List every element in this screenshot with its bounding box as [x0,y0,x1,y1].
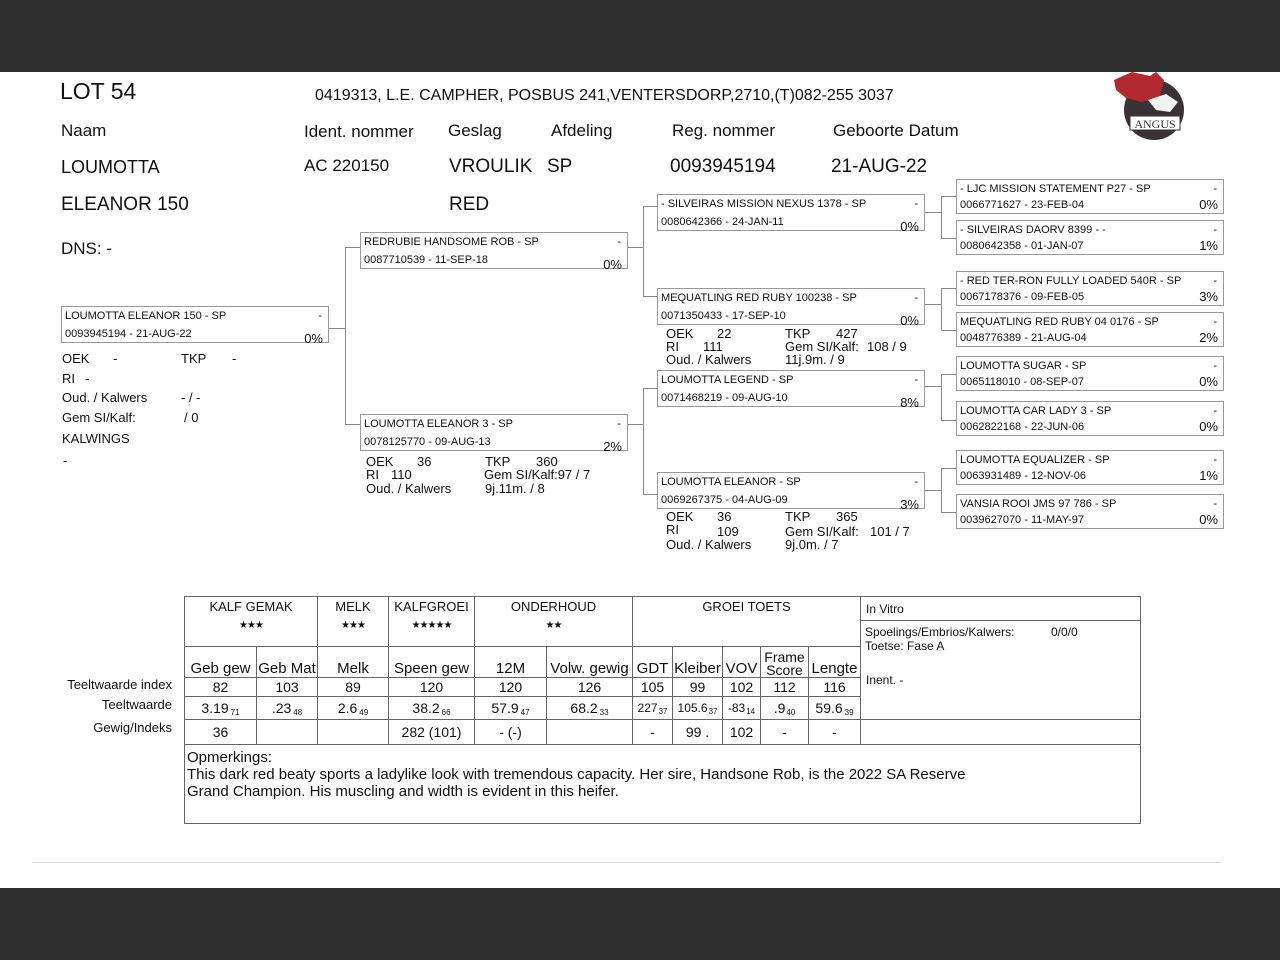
opmerkings-box [185,745,1141,824]
gewig-cell: - [809,720,861,745]
connector-line [941,288,956,289]
pedigree-pct: 1% [1199,468,1218,483]
group-onderhoud [475,597,633,647]
pedigree-dash: - [318,310,322,322]
lot-page [0,72,1280,888]
pedigree-name: LOUMOTTA EQUALIZER - SP [960,454,1110,466]
side-panel [861,597,1141,720]
pedigree-pct: 0% [1199,419,1218,434]
ebv-value: .23 [271,699,292,716]
ebv-accuracy: 14 [746,706,756,716]
pedigree-sire-sire-box [657,194,925,234]
group-melk [318,597,389,647]
pedigree-dash: - [914,198,918,210]
ebv-value: 38.2 [412,699,440,716]
self-ri-value: - [85,371,90,386]
gewig-cell: 102 [723,720,761,745]
connector-line [941,374,956,375]
ebv-value: 59.6 [815,699,843,716]
connector-line [941,196,942,238]
ebv-accuracy: 33 [599,707,609,717]
page-divider [32,862,1222,863]
pedigree-reg: 0080642358 - 01-JAN-07 [960,240,1084,252]
pedigree-g3-box [956,220,1224,255]
sd-ri-value: 111 [703,339,723,354]
index-cell: 120 [389,678,475,697]
angus-logo [1112,72,1194,144]
dam-oud-value: 9j.11m. / 8 [485,481,545,496]
connector-line [643,388,644,494]
sd-oud-label: Oud. / Kalwers [666,352,752,367]
ebv-accuracy: 37 [658,706,668,716]
index-cell: 112 [761,678,809,697]
col-kleiber: Kleiber [673,647,723,678]
pedigree-name: REDRUBIE HANDSOME ROB - SP [364,236,539,248]
pedigree-dam-dam-box [657,472,925,512]
sd-oud-value: 11j.9m. / 9 [785,352,845,367]
pedigree-dash: - [914,292,918,304]
animal-reg: 0093945194 [670,156,776,177]
teeltwaarde-cell [761,697,809,720]
header-afdeling: Afdeling [551,121,613,140]
teeltwaarde-cell [318,697,389,720]
pedigree-reg: 0062822168 - 22-JUN-06 [960,421,1085,433]
self-tkp-label: TKP [181,351,207,366]
connector-line [925,212,941,213]
col-speen-gew: Speen gew [389,647,475,678]
pedigree-reg: 0080642366 - 24-JAN-11 [661,216,784,228]
connector-line [941,512,956,513]
teeltwaarde-cell [475,697,547,720]
pedigree-pct: 1% [1199,238,1218,253]
dam-ri-value: 110 [391,467,412,482]
pedigree-name: - RED TER-RON FULLY LOADED 540R - SP [960,275,1182,287]
connector-line [643,206,657,207]
col-frame-score: Frame Score [761,647,809,678]
animal-geslag: VROULIK [449,156,533,177]
group-kalfgroei [389,597,475,647]
self-oek-value: - [113,351,118,366]
sd-gem-label: Gem SI/Kalf: [785,339,859,354]
owner-details: 0419313, L.E. CAMPHER, POSBUS 241,VENTERSDORP,2710,(T)082-255 3037 [315,87,894,104]
header-naam: Naam [61,121,107,140]
teeltwaarde-cell [389,697,475,720]
pedigree-g3-box [956,271,1224,306]
pedigree-self-box [61,306,329,346]
connector-line [925,386,941,387]
pedigree-pct: 0% [900,313,919,328]
pedigree-name: LOUMOTTA SUGAR - SP [960,360,1087,372]
pedigree-name: LOUMOTTA ELEANOR 3 - SP [364,418,513,430]
pedigree-name: VANSIA ROOI JMS 97 786 - SP [960,498,1117,510]
pedigree-sire-dam-box [657,288,925,328]
connector-line [345,247,346,424]
gewig-cell: 36 [185,720,257,745]
pedigree-dash: - [617,418,621,430]
pedigree-dash: - [1213,454,1217,466]
animal-dob: 21-AUG-22 [831,156,928,177]
pedigree-sire-box [360,232,628,272]
animal-ident: AC 220150 [304,156,390,175]
ebv-accuracy: 40 [786,707,796,717]
pedigree-name: LOUMOTTA ELEANOR 150 - SP [65,310,227,322]
pedigree-dash: - [1213,316,1217,328]
connector-line [643,494,657,495]
opmerkings-line: This dark red beaty sports a ladylike look with tremendous capacity. Her sire, Handsone Rob, is the 2022 SA Reserve [187,766,966,783]
pedigree-reg: 0048776389 - 21-AUG-04 [960,332,1087,344]
dd-ri-label: RI [666,522,679,537]
index-cell: 116 [809,678,861,697]
connector-line [329,328,345,329]
group-label: MELK [335,599,371,614]
pedigree-pct: 8% [900,395,919,410]
gewig-cell: - [633,720,673,745]
connector-line [628,424,643,425]
sd-oek-value: 22 [717,326,732,341]
lot-number: LOT 54 [60,78,137,104]
pedigree-pct: 0% [1199,197,1218,212]
dam-ri-label: RI [366,467,379,482]
pedigree-pct: 2% [603,439,622,454]
sd-ri-label: RI [666,339,679,354]
dd-tkp-label: TKP [785,509,811,524]
side-panel-bottom [861,720,1141,745]
row-label-gewig: Gewig/Indeks [93,720,172,735]
teeltwaarde-cell [633,697,673,720]
teeltwaarde-cell [257,697,318,720]
teeltwaarde-cell [547,697,633,720]
self-oud-label: Oud. / Kalwers [62,390,148,405]
pedigree-reg: 0087710539 - 11-SEP-18 [364,254,488,266]
pedigree-reg: 0093945194 - 21-AUG-22 [65,328,192,340]
ebv-value: 2.6 [337,699,358,716]
rating-stars: ★★ [545,620,562,631]
group-groei-toets [633,597,861,647]
dam-gem: Gem SI/Kalf:97 / 7 [484,467,591,482]
ebv-value: 227 [637,700,658,715]
pedigree-dash: - [914,476,918,488]
sd-oek-label: OEK [666,326,694,341]
pedigree-dash: - [617,236,621,248]
pedigree-g3-box [956,179,1224,214]
gewig-cell: - [761,720,809,745]
sd-tkp-value: 427 [836,326,858,341]
connector-line [941,238,956,239]
pedigree-name: LOUMOTTA CAR LADY 3 - SP [960,405,1112,417]
pedigree-name: LOUMOTTA ELEANOR - SP [661,476,801,488]
pedigree-dash: - [1213,405,1217,417]
dd-oek-label: OEK [666,509,694,524]
row-label-index: Teeltwaarde index [67,677,172,692]
pedigree-g3-box [956,494,1224,529]
animal-name-line2: ELEANOR 150 [61,194,189,215]
self-oek-label: OEK [62,351,90,366]
ebv-accuracy: 39 [844,707,854,717]
connector-line [941,468,942,512]
pedigree-reg: 0039627070 - 11-MAY-97 [960,514,1084,526]
pedigree-dash: - [914,374,918,386]
header-reg: Reg. nommer [672,121,775,140]
connector-line [643,206,644,296]
ebv-value: .9 [773,699,786,716]
ebv-accuracy: 47 [520,707,530,717]
pedigree-reg: 0065118010 - 08-SEP-07 [960,376,1084,388]
pedigree-pct: 0% [900,219,919,234]
connector-line [925,304,941,305]
group-label: GROEI TOETS [702,599,791,614]
animal-dns: DNS: - [61,239,112,258]
in-vitro-label: In Vitro [861,597,1140,621]
group-label: KALFGROEI [394,599,469,614]
self-tkp-value: - [232,351,237,366]
dd-oek-value: 36 [717,509,732,524]
index-cell: 99 [673,678,723,697]
opmerkings-label: Opmerkings: [187,749,273,766]
row-label-teeltwaarde: Teeltwaarde [101,697,172,712]
self-gem-label: Gem SI/Kalf: [62,410,136,425]
sd-tkp-label: TKP [785,326,811,341]
self-kalwings-label: KALWINGS [62,431,130,446]
col-volw-gewig: Volw. gewig [547,647,633,678]
dam-tkp-label: TKP [485,454,511,469]
index-cell: 89 [318,678,389,697]
dd-gem-value: 101 / 7 [870,524,910,539]
gewig-cell [318,720,389,745]
self-ri-label: RI [62,371,75,386]
dd-gem-label: Gem SI/Kalf: [785,524,859,539]
connector-line [345,424,360,425]
pedigree-g3-box [956,356,1224,391]
breeding-values-table [184,596,1141,824]
header-ident: Ident. nommer [304,122,414,141]
pedigree-g3-box [956,312,1224,347]
connector-line [925,490,941,491]
pedigree-pct: 0% [304,331,323,346]
inent-label: Inent. - [866,673,904,687]
gewig-cell: - (-) [475,720,547,745]
connector-line [628,247,643,248]
pedigree-dash: - [1213,224,1217,236]
pedigree-pct: 0% [603,257,622,272]
pedigree-name: LOUMOTTA LEGEND - SP [661,374,794,386]
pedigree-reg: 0078125770 - 09-AUG-13 [364,436,491,448]
pedigree-name: - SILVEIRAS MISSION NEXUS 1378 - SP [661,198,867,210]
animal-colour: RED [449,194,490,215]
connector-line [941,420,956,421]
pedigree-reg: 0069267375 - 04-AUG-09 [661,494,788,506]
top-frame-bar [0,0,1280,72]
index-cell: 103 [257,678,318,697]
animal-name-line1: LOUMOTTA [61,157,160,177]
connector-line [941,196,956,197]
dd-tkp-value: 365 [836,509,858,524]
toetse-label: Toetse: Fase A [865,639,945,653]
dam-oek-value: 36 [417,454,432,469]
pedigree-pct: 2% [1199,330,1218,345]
pedigree-dash: - [1213,183,1217,195]
bottom-frame-bar [0,888,1280,960]
dd-oud-label: Oud. / Kalwers [666,537,752,552]
self-gem-value: / 0 [184,410,199,425]
col-vov: VOV [723,647,761,678]
self-oud-value: - / - [181,390,201,405]
ebv-value: -83 [727,700,746,715]
pedigree-reg: 0066771627 - 23-FEB-04 [960,199,1085,211]
pedigree-dash: - [1213,275,1217,287]
pedigree-pct: 3% [1199,289,1218,304]
col-12m: 12M [475,647,547,678]
dd-oud-value: 9j.0m. / 7 [785,537,839,552]
connector-line [941,374,942,420]
logo-text: ANGUS [1134,117,1176,131]
pedigree-pct: 3% [900,497,919,512]
col-lengte: Lengte [809,647,861,678]
col-geb-mat: Geb Mat [257,647,318,678]
index-cell: 126 [547,678,633,697]
ebv-accuracy: 71 [230,707,240,717]
pedigree-dam-sire-box [657,370,925,410]
connector-line [941,288,942,330]
ebv-value: 3.19 [201,699,229,716]
teeltwaarde-cell [185,697,257,720]
pedigree-dash: - [1213,360,1217,372]
teeltwaarde-cell [809,697,861,720]
dam-tkp-value: 360 [536,454,558,469]
pedigree-reg: 0063931489 - 12-NOV-06 [960,470,1086,482]
pedigree-g3-box [956,401,1224,436]
ebv-value: 57.9 [491,699,519,716]
teeltwaarde-cell [673,697,723,720]
connector-line [643,388,657,389]
self-kalwings-value: - [63,453,68,468]
ebv-accuracy: 48 [293,707,303,717]
pedigree-pct: 0% [1199,512,1218,527]
pedigree-dam-box [360,414,628,454]
group-label: ONDERHOUD [510,599,597,614]
connector-line [941,330,956,331]
index-cell: 82 [185,678,257,697]
gewig-cell: 282 (101) [389,720,475,745]
pedigree-name: MEQUATLING RED RUBY 04 0176 - SP [960,316,1159,328]
gewig-cell [257,720,318,745]
dam-oud-label: Oud. / Kalwers [366,481,452,496]
index-cell: 105 [633,678,673,697]
ebv-value: 68.2 [570,699,598,716]
pedigree-name: MEQUATLING RED RUBY 100238 - SP [661,292,857,304]
dd-ri-value: 109 [717,524,739,539]
pedigree-g3-box [956,450,1224,485]
pedigree-reg: 0067178376 - 09-FEB-05 [960,291,1085,303]
header-geslag: Geslag [448,121,502,140]
opmerkings-line: Grand Champion. His muscling and width is evident in this heifer. [187,783,619,800]
spoelings-value: 0/0/0 [1051,625,1078,639]
gewig-cell [547,720,633,745]
index-cell: 102 [723,678,761,697]
group-kalf-gemak [185,597,318,647]
dam-oek-label: OEK [366,454,394,469]
connector-line [345,247,360,248]
pedigree-dash: - [1213,498,1217,510]
teeltwaarde-cell [723,697,761,720]
spoelings-label: Spoelings/Embrios/Kalwers: [865,625,1015,639]
pedigree-reg: 0071468219 - 09-AUG-10 [661,392,788,404]
rating-stars: ★★★ [239,620,263,631]
rating-stars: ★★★★★ [411,620,452,631]
gewig-cell: 99 . [673,720,723,745]
group-label: KALF GEMAK [209,599,293,614]
pedigree-name: - SILVEIRAS DAORV 8399 - - [960,224,1106,236]
connector-line [643,296,657,297]
pedigree-pct: 0% [1199,374,1218,389]
connector-line [941,468,956,469]
ebv-accuracy: 37 [708,706,718,716]
rating-stars: ★★★ [341,620,365,631]
ebv-accuracy: 49 [359,707,369,717]
col-melk: Melk [318,647,389,678]
sd-gem-value: 108 / 9 [867,339,907,354]
pedigree-reg: 0071350433 - 17-SEP-10 [661,310,786,322]
header-geboorte: Geboorte Datum [833,121,959,140]
animal-afdeling: SP [547,156,573,177]
index-cell: 120 [475,678,547,697]
col-gdt: GDT [633,647,673,678]
pedigree-name: - LJC MISSION STATEMENT P27 - SP [960,183,1151,195]
ebv-value: 105.6 [677,700,708,715]
ebv-accuracy: 66 [441,707,451,717]
col-geb-gew: Geb gew [185,647,257,678]
